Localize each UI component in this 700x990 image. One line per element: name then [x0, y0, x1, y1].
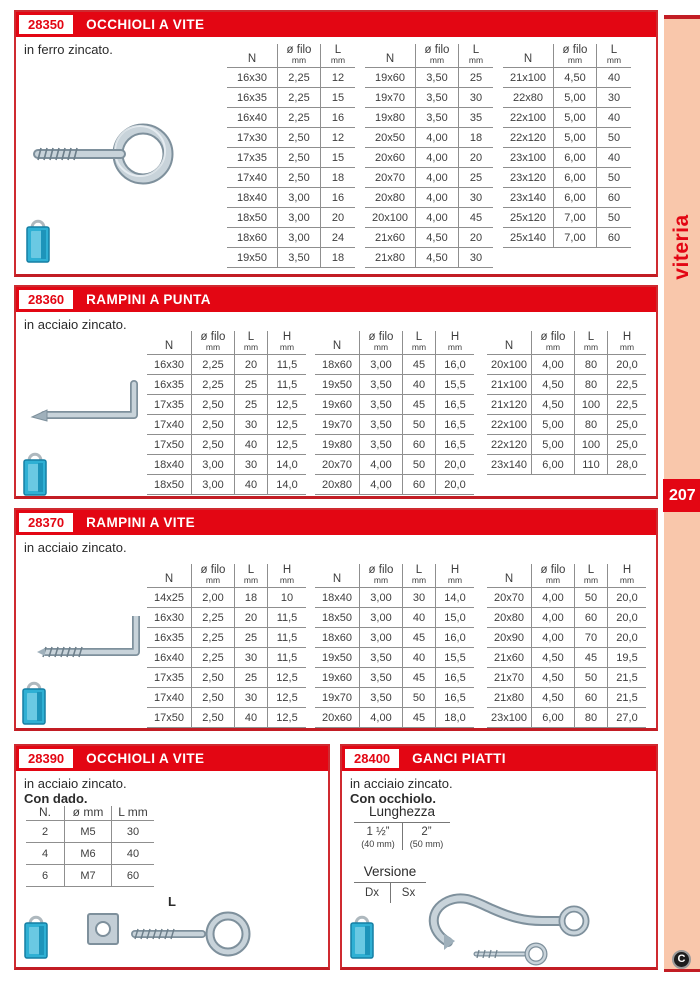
table-row: 20x90 4,00 70 20,0 — [487, 628, 646, 648]
column-header: N — [487, 331, 532, 355]
table-row: 23x100 6,00 80 27,0 — [487, 708, 646, 728]
spec-table — [315, 564, 474, 728]
table-row: 19x60 3,50 45 16,5 — [315, 395, 474, 415]
version-title: Versione — [354, 864, 426, 883]
dimension-label: L — [168, 894, 176, 909]
package-icon — [20, 678, 48, 728]
table-row: 21x70 4,50 50 21,5 — [487, 668, 646, 688]
column-header: N — [365, 44, 416, 68]
column-header: N — [315, 564, 360, 588]
spec-table — [26, 806, 154, 887]
section-material: in acciaio zincato. — [350, 776, 453, 791]
table-row: 19x60 3,50 25 — [365, 68, 493, 88]
sidebar-bottom-rule — [664, 969, 700, 972]
spec-table — [147, 564, 306, 728]
spec-table — [487, 331, 646, 475]
column-header: H mm — [268, 331, 307, 355]
table-row: 16x35 2,25 25 11,5 — [147, 375, 306, 395]
table-row: 18x60 3,00 45 16,0 — [315, 628, 474, 648]
spec-table — [503, 44, 631, 248]
section-title: RAMPINI A VITE — [86, 515, 196, 530]
table-row: 17x50 2,50 40 12,5 — [147, 435, 306, 455]
table-row: 20x60 4,00 20 — [365, 148, 493, 168]
table-row: 2 M5 30 — [26, 821, 154, 843]
section-title: RAMPINI A PUNTA — [86, 292, 211, 307]
column-header: N — [487, 564, 532, 588]
table-row: 22x80 5,00 30 — [503, 88, 631, 108]
section-28370 — [14, 508, 658, 731]
table-row: 19x60 3,50 45 16,5 — [315, 668, 474, 688]
column-header: ø filo mm — [192, 331, 235, 355]
table-row: 23x100 6,00 40 — [503, 148, 631, 168]
section-header — [16, 746, 328, 771]
table-row: 17x35 2,50 25 12,5 — [147, 395, 306, 415]
column-header: L mm — [597, 44, 632, 68]
table-row: 16x35 2,25 25 11,5 — [147, 628, 306, 648]
table-row: 21x80 4,50 60 21,5 — [487, 688, 646, 708]
table-row: 18x40 3,00 30 14,0 — [315, 588, 474, 608]
section-subtitle: in acciaio zincato. — [24, 540, 127, 555]
section-28350 — [14, 10, 658, 277]
table-row: 21x60 4,50 20 — [365, 228, 493, 248]
table-row: 21x120 4,50 100 22,5 — [487, 395, 646, 415]
column-header: N — [503, 44, 554, 68]
length-title: Lunghezza — [354, 804, 450, 823]
column-header: H mm — [608, 331, 647, 355]
product-image-flat-hook — [418, 876, 608, 968]
column-header: L mm — [321, 44, 356, 68]
table-row: 20x80 4,00 60 20,0 — [315, 475, 474, 495]
column-header: N — [315, 331, 360, 355]
table-row: 17x50 2,50 40 12,5 — [147, 708, 306, 728]
table-row: 19x50 3,50 18 — [227, 248, 355, 268]
table-row: 22x120 5,00 50 — [503, 128, 631, 148]
section-header — [342, 746, 656, 771]
column-header: L mm — [403, 564, 436, 588]
table-row: 22x100 5,00 80 25,0 — [487, 415, 646, 435]
sidebar-category-label: viteria — [670, 214, 693, 280]
table-row: 6 M7 60 — [26, 865, 154, 887]
section-subtitle — [24, 776, 127, 806]
spec-table — [487, 564, 646, 728]
table-row: 20x80 4,00 60 20,0 — [487, 608, 646, 628]
table-row: 20x60 4,00 45 18,0 — [315, 708, 474, 728]
column-header: ø filo mm — [278, 44, 321, 68]
section-code: 28400 — [345, 749, 399, 768]
section-code: 28370 — [19, 513, 73, 532]
column-header: L mm — [235, 564, 268, 588]
column-header: ø filo mm — [554, 44, 597, 68]
section-header — [16, 287, 656, 312]
section-code: 28360 — [19, 290, 73, 309]
table-row: 4 M6 40 — [26, 843, 154, 865]
table-row: 25x120 7,00 50 — [503, 208, 631, 228]
table-row: 16x30 2,25 12 — [227, 68, 355, 88]
section-note: Con occhiolo. — [350, 791, 436, 806]
column-header: ø filo mm — [360, 564, 403, 588]
version-options-table — [354, 864, 426, 903]
column-header: L mm — [112, 806, 155, 821]
product-image-pointed-hook — [30, 371, 150, 427]
section-28360 — [14, 285, 658, 499]
table-row: 17x35 2,50 15 — [227, 148, 355, 168]
length-option: 1 ½” (40 mm) — [361, 826, 395, 849]
table-row: 20x50 4,00 18 — [365, 128, 493, 148]
table-row: 16x30 2,25 20 11,5 — [147, 355, 306, 375]
section-subtitle: in ferro zincato. — [24, 42, 113, 57]
section-title: GANCI PIATTI — [412, 751, 506, 766]
table-row: 25x140 7,00 60 — [503, 228, 631, 248]
table-row: 21x60 4,50 45 19,5 — [487, 648, 646, 668]
section-28390 — [14, 744, 330, 970]
column-header: H mm — [436, 331, 475, 355]
column-header: L mm — [575, 564, 608, 588]
table-row: 22x120 5,00 100 25,0 — [487, 435, 646, 455]
column-header: L mm — [403, 331, 436, 355]
table-row: 19x80 3,50 60 16,5 — [315, 435, 474, 455]
column-header: ø filo mm — [192, 564, 235, 588]
column-header: ø filo mm — [360, 331, 403, 355]
product-image-nut-and-eyebolt — [80, 894, 266, 964]
package-icon — [21, 449, 49, 499]
table-row: 20x70 4,00 25 — [365, 168, 493, 188]
section-header — [16, 12, 656, 37]
table-row: 23x120 6,00 50 — [503, 168, 631, 188]
table-row: 14x25 2,00 18 10 — [147, 588, 306, 608]
table-row: 20x70 4,00 50 20,0 — [487, 588, 646, 608]
table-row: 17x40 2,50 30 12,5 — [147, 415, 306, 435]
table-row: 19x70 3,50 30 — [365, 88, 493, 108]
version-option: Sx — [390, 883, 426, 903]
section-title: OCCHIOLI A VITE — [86, 751, 205, 766]
table-row: 19x70 3,50 50 16,5 — [315, 688, 474, 708]
section-subtitle: in acciaio zincato. — [24, 317, 127, 332]
table-row: 16x35 2,25 15 — [227, 88, 355, 108]
table-row: 18x50 3,00 40 15,0 — [315, 608, 474, 628]
page-number-badge: 207 — [663, 479, 700, 512]
length-option: 2” (50 mm) — [402, 823, 450, 850]
table-row: 20x100 4,00 80 20,0 — [487, 355, 646, 375]
table-row: 18x50 3,00 40 14,0 — [147, 475, 306, 495]
table-row: 19x80 3,50 35 — [365, 108, 493, 128]
table-row: 16x40 2,25 16 — [227, 108, 355, 128]
length-options-table — [354, 804, 450, 850]
table-row: 17x35 2,50 25 12,5 — [147, 668, 306, 688]
table-row: 18x40 3,00 30 14,0 — [147, 455, 306, 475]
section-material: in acciaio zincato. — [24, 776, 127, 791]
table-row: 17x40 2,50 18 — [227, 168, 355, 188]
table-row: 21x100 4,50 80 22,5 — [487, 375, 646, 395]
table-row: 16x40 2,25 30 11,5 — [147, 648, 306, 668]
column-header: N — [147, 564, 192, 588]
column-header: ø filo mm — [532, 564, 575, 588]
column-header: N. — [26, 806, 65, 821]
brand-logo-letter: C — [677, 953, 686, 965]
table-row: 21x80 4,50 30 — [365, 248, 493, 268]
section-title: OCCHIOLI A VITE — [86, 17, 205, 32]
spec-table — [147, 331, 306, 495]
table-row: 23x140 6,00 60 — [503, 188, 631, 208]
table-row: 20x100 4,00 45 — [365, 208, 493, 228]
table-row: 18x60 3,00 24 — [227, 228, 355, 248]
column-header: ø filo mm — [416, 44, 459, 68]
brand-logo-c — [672, 950, 691, 969]
table-row: 19x50 3,50 40 15,5 — [315, 648, 474, 668]
product-image-screw-hook — [34, 602, 152, 664]
table-row: 17x40 2,50 30 12,5 — [147, 688, 306, 708]
spec-table — [365, 44, 493, 268]
column-header: H mm — [268, 564, 307, 588]
table-row: 19x50 3,50 40 15,5 — [315, 375, 474, 395]
section-code: 28390 — [19, 749, 73, 768]
version-option: Dx — [364, 887, 380, 899]
column-header: L mm — [459, 44, 494, 68]
spec-table — [227, 44, 355, 268]
table-row: 16x30 2,25 20 11,5 — [147, 608, 306, 628]
table-row: 18x40 3,00 16 — [227, 188, 355, 208]
table-row: 19x70 3,50 50 16,5 — [315, 415, 474, 435]
package-icon — [348, 912, 376, 962]
table-row: 18x60 3,00 45 16,0 — [315, 355, 474, 375]
package-icon — [24, 216, 52, 266]
table-row: 18x50 3,00 20 — [227, 208, 355, 228]
column-header: L mm — [235, 331, 268, 355]
table-row: 23x140 6,00 110 28,0 — [487, 455, 646, 475]
section-header — [16, 510, 656, 535]
table-row: 22x100 5,00 40 — [503, 108, 631, 128]
table-row: 17x30 2,50 12 — [227, 128, 355, 148]
section-28400 — [340, 744, 658, 970]
section-code: 28350 — [19, 15, 73, 34]
package-icon — [22, 912, 50, 962]
column-header: L mm — [575, 331, 608, 355]
section-subtitle — [350, 776, 453, 806]
spec-table — [315, 331, 474, 495]
table-row: 20x70 4,00 50 20,0 — [315, 455, 474, 475]
column-header: H mm — [436, 564, 475, 588]
column-header: ø filo mm — [532, 331, 575, 355]
column-header: ø mm — [65, 806, 112, 821]
section-note: Con dado. — [24, 791, 88, 806]
table-row: 20x80 4,00 30 — [365, 188, 493, 208]
column-header: H mm — [608, 564, 647, 588]
column-header: N — [147, 331, 192, 355]
table-row: 21x100 4,50 40 — [503, 68, 631, 88]
product-image-eyebolt — [28, 112, 178, 192]
column-header: N — [227, 44, 278, 68]
